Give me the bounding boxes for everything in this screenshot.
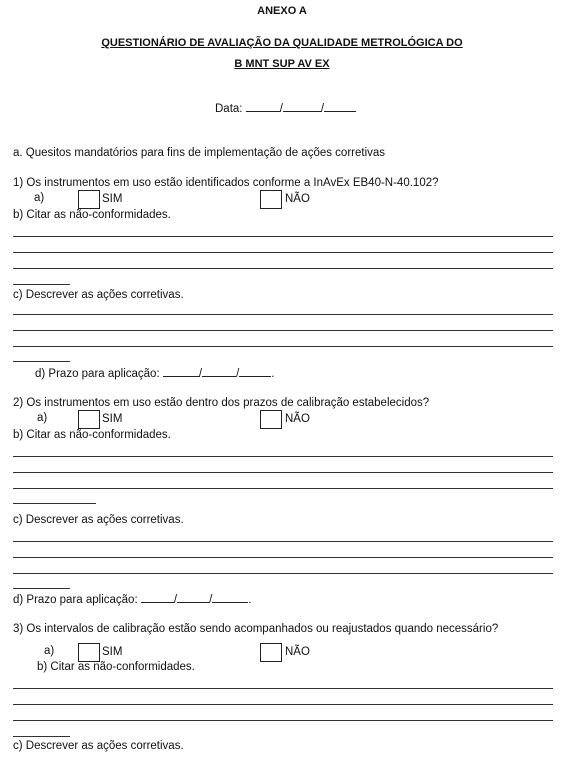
- q2-nao-label: NÃO: [285, 413, 310, 425]
- date-day-blank[interactable]: [246, 101, 280, 112]
- q2-c-answer-line[interactable]: [13, 557, 553, 558]
- deadline-month-blank[interactable]: [202, 366, 236, 377]
- question-3: 3) Os intervalos de calibração estão sendo acompanhados ou reajustados quando necessário?: [13, 623, 499, 635]
- date-label: Data:: [215, 103, 243, 115]
- q1-b-answer-line[interactable]: [13, 268, 553, 269]
- q1-nao-label: NÃO: [285, 193, 310, 205]
- date-year-blank[interactable]: [324, 101, 356, 112]
- date-separator: /: [320, 103, 325, 115]
- question-2: 2) Os instrumentos em uso estão dentro dos prazos de calibração estabelecidos?: [13, 397, 430, 409]
- q2-option-prefix: a): [37, 412, 48, 424]
- q2-c-answer-line[interactable]: [13, 573, 553, 574]
- q2-sim-label: SIM: [102, 413, 123, 425]
- date-field[interactable]: [215, 101, 356, 115]
- q3-b-answer-line[interactable]: [13, 720, 553, 721]
- q2-c-answer-line[interactable]: [13, 588, 70, 589]
- date-separator: /: [198, 368, 203, 380]
- q1-b-answer-line[interactable]: [13, 236, 553, 237]
- q1-c-answer-line[interactable]: [13, 314, 553, 315]
- q1-d-label: d) Prazo para aplicação:: [35, 368, 160, 380]
- q1-b-answer-line[interactable]: [13, 252, 553, 253]
- q1-sim-checkbox[interactable]: [78, 190, 100, 209]
- q1-sim-label: SIM: [102, 193, 123, 205]
- q3-b-label: b) Citar as não-conformidades.: [37, 661, 195, 673]
- q2-d-label: d) Prazo para aplicação:: [13, 594, 138, 606]
- q2-b-answer-line[interactable]: [13, 503, 96, 504]
- q3-b-answer-line[interactable]: [13, 688, 553, 689]
- annex-heading: ANEXO A: [257, 5, 307, 17]
- q2-deadline-field[interactable]: [13, 592, 251, 606]
- q1-nao-checkbox[interactable]: [260, 190, 282, 209]
- date-separator: /: [209, 594, 213, 606]
- q3-b-answer-line[interactable]: [13, 704, 553, 705]
- q3-nao-checkbox[interactable]: [260, 643, 282, 662]
- q3-c-label: c) Descrever as ações corretivas.: [13, 740, 184, 752]
- q1-deadline-field[interactable]: [35, 366, 274, 380]
- q3-sim-label: SIM: [102, 646, 123, 658]
- q2-c-label: c) Descrever as ações corretivas.: [13, 514, 184, 526]
- document-title-line2: B MNT SUP AV EX: [234, 58, 330, 70]
- question-1: 1) Os instrumentos em uso estão identificados conforme a InAvEx EB40-N-40.102?: [13, 177, 439, 189]
- date-separator: /: [279, 103, 283, 115]
- deadline-year-blank[interactable]: [239, 366, 271, 377]
- q2-b-answer-line[interactable]: [13, 488, 553, 489]
- deadline-month-blank[interactable]: [177, 592, 209, 603]
- q1-c-label: c) Descrever as ações corretivas.: [13, 289, 184, 301]
- date-separator: /: [173, 594, 178, 606]
- q2-b-label: b) Citar as não-conformidades.: [13, 429, 171, 441]
- q2-sim-checkbox[interactable]: [78, 410, 100, 429]
- date-separator: /: [236, 368, 240, 380]
- q3-b-answer-line[interactable]: [13, 736, 70, 737]
- q2-c-answer-line[interactable]: [13, 541, 553, 542]
- q1-c-answer-line[interactable]: [13, 346, 553, 347]
- q1-b-label: b) Citar as não-conformidades.: [13, 209, 171, 221]
- q3-nao-label: NÃO: [285, 646, 310, 658]
- q1-b-answer-line[interactable]: [13, 284, 70, 285]
- q3-sim-checkbox[interactable]: [78, 643, 100, 662]
- period: .: [271, 368, 275, 380]
- deadline-day-blank[interactable]: [163, 366, 199, 377]
- q1-option-prefix: a): [34, 192, 45, 204]
- section-a-heading: a. Quesitos mandatórios para fins de implementação de ações corretivas: [13, 147, 386, 159]
- period: .: [248, 594, 252, 606]
- date-month-blank[interactable]: [283, 101, 321, 112]
- q2-b-answer-line[interactable]: [13, 456, 553, 457]
- deadline-year-blank[interactable]: [212, 592, 248, 603]
- q3-option-prefix: a): [44, 645, 55, 657]
- document-title-line1: QUESTIONÁRIO DE AVALIAÇÃO DA QUALIDADE METROLÓGICA DO: [101, 37, 463, 49]
- q2-nao-checkbox[interactable]: [260, 410, 282, 429]
- deadline-day-blank[interactable]: [141, 592, 174, 603]
- q1-c-answer-line[interactable]: [13, 361, 70, 362]
- q1-c-answer-line[interactable]: [13, 330, 553, 331]
- q2-b-answer-line[interactable]: [13, 472, 553, 473]
